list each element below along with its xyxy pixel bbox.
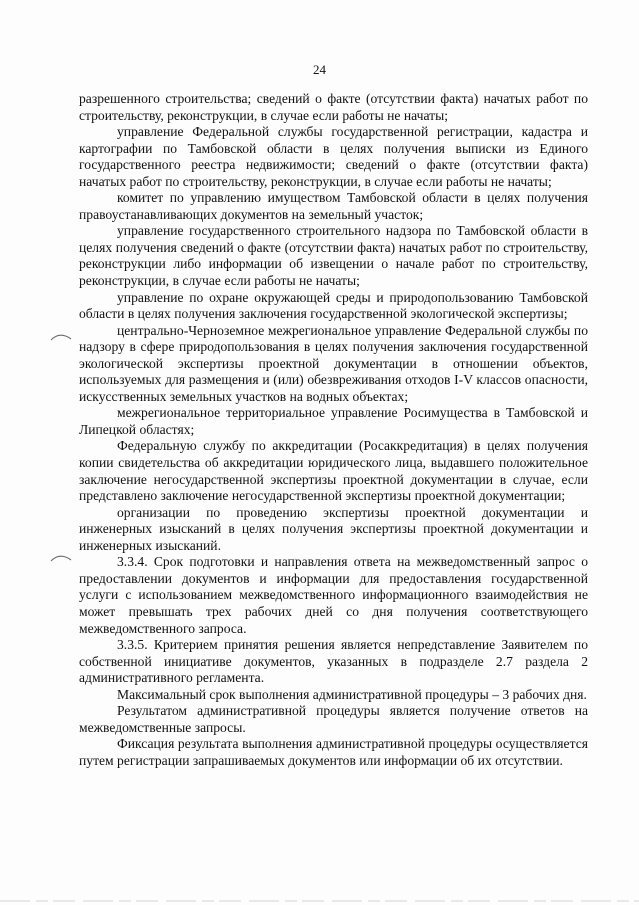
scan-edge-artifact	[0, 897, 639, 905]
paragraph-fixation: Фиксация результата выполнения административной процедуры осуществляется путем регистрации запрашиваемых документов или информации об их отсутствии.	[79, 736, 588, 768]
paragraph-result: Результатом административной процедуры является получение ответов на межведомственные запросы.	[79, 703, 588, 735]
paragraph-max-duration: Максимальный срок выполнения административной процедуры – 3 рабочих дня.	[117, 686, 587, 702]
paragraph-rosakkreditatsiya: Федеральную службу по аккредитации (Росаккредитация) в целях получения копии свидетельства об аккредитации юридического лица, выдавшего положительное заключение негосударственной экспертизы проектной документации в случае, если представлено заключение негосударственной экспертизы проектной документации;	[79, 438, 588, 504]
page-number: 24	[313, 62, 326, 77]
margin-pencil-mark	[50, 551, 72, 563]
paragraph-property-committee: комитет по управлению имуществом Тамбовской области в целях получения правоустанавливающих документов на земельный участок;	[79, 190, 588, 222]
paragraph-construction-supervision: управление государственного строительного надзора по Тамбовской области в целях получения сведений о факте (отсутствии факта) начатых работ по строительству, реконструкции либо информации об извещении о начале работ по строительству, реконструкции, в случае если работы не начаты;	[79, 223, 588, 289]
paragraph-rosprirodnadzor: центрально-Черноземное межрегиональное управление Федеральной службы по надзору в сфере природопользования в целях получения заключения государственной экологической экспертизы проектной документации в отношении объектов, используемых для размещения и (или) обезвреживания отходов I-V классов опасности, искусственных земельных участков на водных объектах;	[79, 322, 588, 404]
body-text	[79, 91, 588, 769]
paragraph-expertise-organizations: организации по проведению экспертизы проектной документации и инженерных изысканий в целях получения экспертизы проектной документации и инженерных изысканий.	[79, 504, 588, 553]
margin-pencil-mark	[50, 330, 72, 342]
paragraph-environment-department: управление по охране окружающей среды и природопользованию Тамбовской области в целях получения заключения государственной экологической экспертизы;	[79, 289, 588, 322]
paragraph-clause-3-3-5: 3.3.5. Критерием принятия решения является непредставление Заявителем по собственной инициативе документов, указанных в подразделе 2.7 раздела 2 административного регламента.	[79, 637, 588, 686]
paragraph-continuation: разрешенного строительства; сведений о факте (отсутствии факта) начатых работ по строительству, реконструкции, в случае если работы не начаты;	[79, 91, 588, 123]
paragraph-rosimushchestvo: межрегиональное территориальное управление Росимущества в Тамбовской и Липецкой областях;	[79, 405, 588, 437]
paragraph-clause-3-3-4: 3.3.4. Срок подготовки и направления ответа на межведомственный запрос о предоставлении документов и информации для предоставления государственной услуги с использованием межведомственного информационного взаимодействия не может превышать трех рабочих дней со дня получения соответствующего межведомственного запроса.	[79, 554, 588, 636]
paragraph-rosreestr: управление Федеральной службы государственной регистрации, кадастра и картографии по Тамбовской области в целях получения выписки из Единого государственного реестра недвижимости; сведений о факте (отсутствии факта) начатых работ по строительству, реконструкции, в случае если работы не начаты;	[79, 124, 588, 189]
